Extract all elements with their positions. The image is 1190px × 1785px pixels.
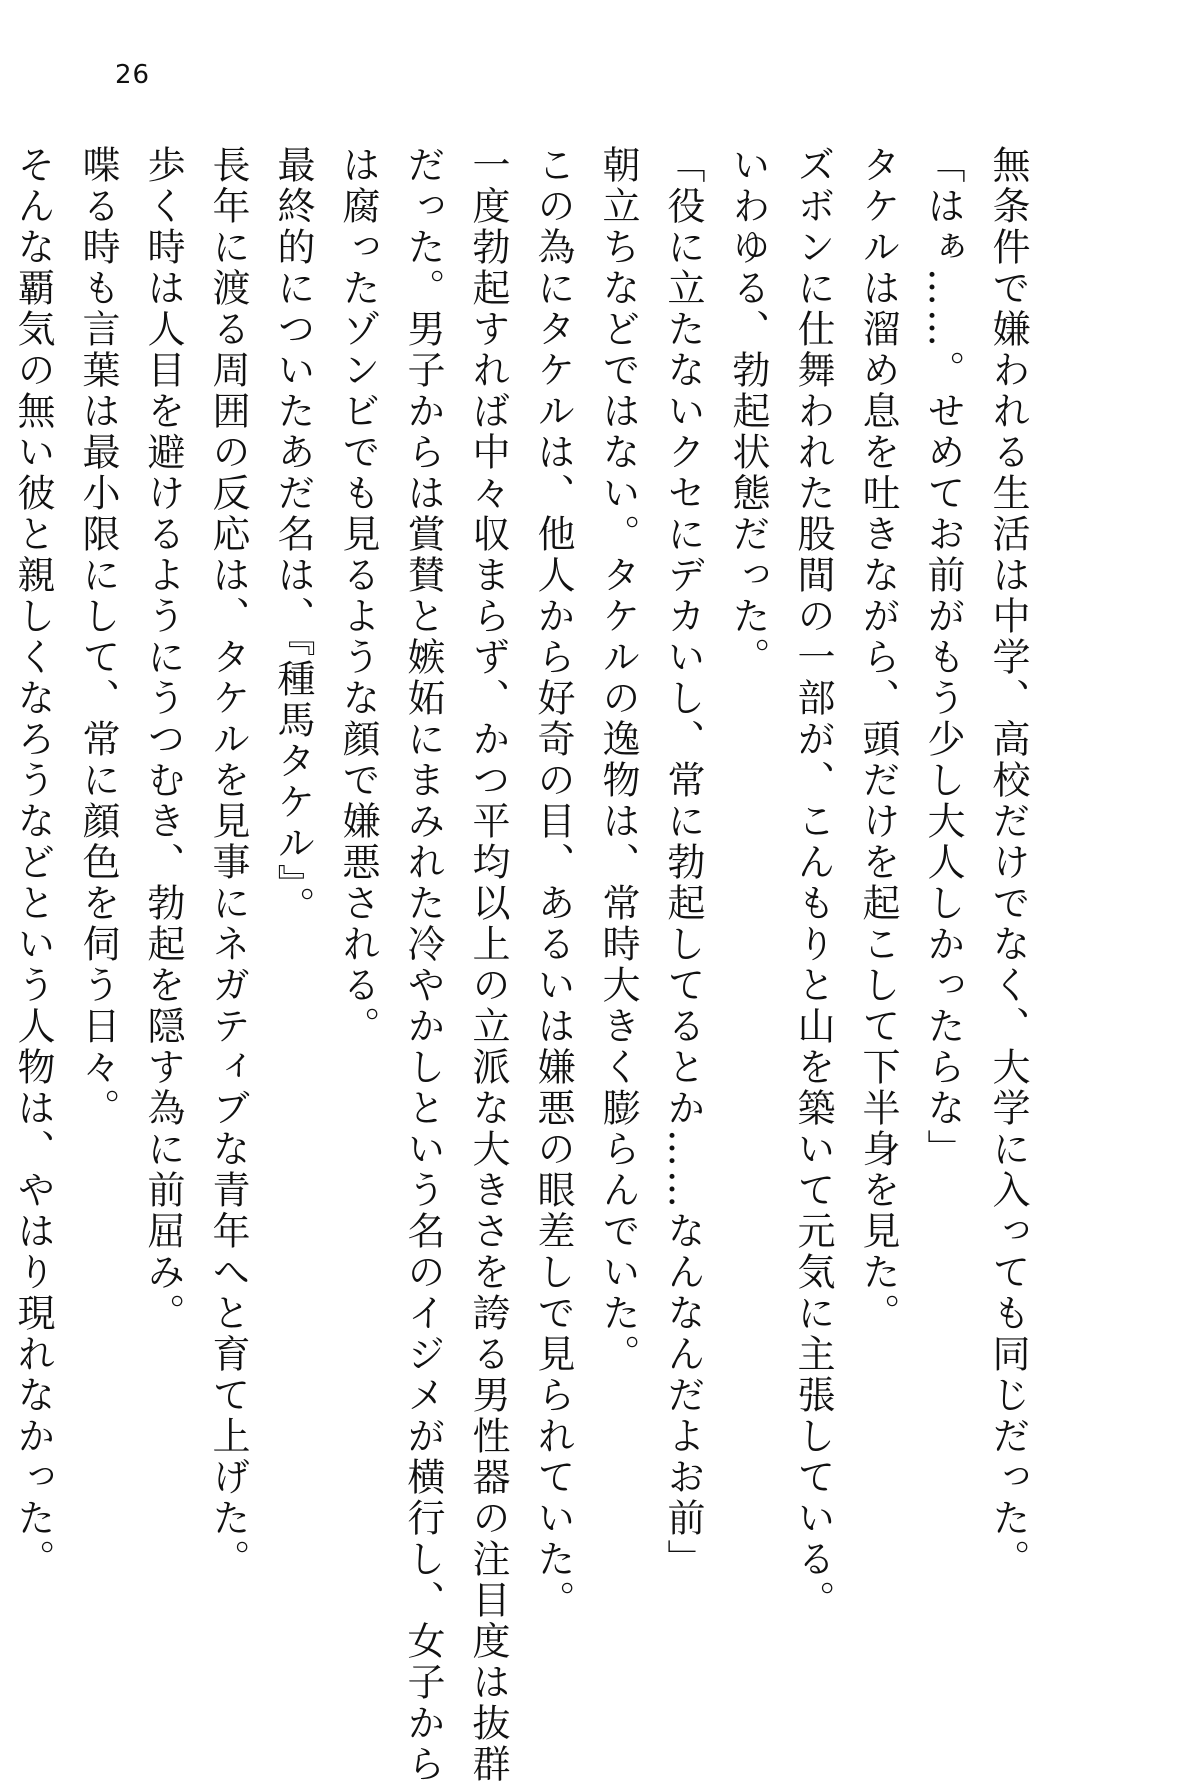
text-line: いわゆる、勃起状態だった。	[726, 145, 770, 678]
text-line: 「はぁ……。せめてお前がもう少し大人しかったらな」	[921, 145, 965, 1170]
text-line: は腐ったゾンビでも見るような顔で嫌悪される。	[336, 145, 380, 1047]
text-line: 「役に立たないクセにデカいし、常に勃起してるとか……なんなんだよお前」	[661, 145, 705, 1580]
text-line: 無条件で嫌われる生活は中学、高校だけでなく、大学に入っても同じだった。	[986, 145, 1030, 1580]
text-line: 歩く時は人目を避けるようにうつむき、勃起を隠す為に前屈み。	[141, 145, 185, 1334]
text-line: だった。男子からは賞賛と嫉妬にまみれた冷やかしという名のイジメが横行し、女子から	[401, 145, 445, 1785]
text-line: タケルは溜め息を吐きながら、頭だけを起こして下半身を見た。	[856, 145, 900, 1334]
text-line: 一度勃起すれば中々収まらず、かつ平均以上の立派な大きさを誇る男性器の注目度は抜群	[466, 145, 510, 1785]
text-line: そんな覇気の無い彼と親しくなろうなどという人物は、やはり現れなかった。	[11, 145, 55, 1580]
text-line: 喋る時も言葉は最小限にして、常に顔色を伺う日々。	[76, 145, 120, 1129]
text-line: 長年に渡る周囲の反応は、タケルを見事にネガティブな青年へと育て上げた。	[206, 145, 250, 1580]
text-line: 最終的についたあだ名は、『種馬タケル』。	[271, 145, 315, 927]
vertical-body-text	[0, 145, 1040, 1785]
page-number: 26	[115, 60, 151, 90]
text-line: 朝立ちなどではない。タケルの逸物は、常時大きく膨らんでいた。	[596, 145, 640, 1375]
text-line: この為にタケルは、他人から好奇の目、あるいは嫌悪の眼差しで見られていた。	[531, 145, 575, 1621]
text-line: ズボンに仕舞われた股間の一部が、こんもりと山を築いて元気に主張している。	[791, 145, 835, 1621]
